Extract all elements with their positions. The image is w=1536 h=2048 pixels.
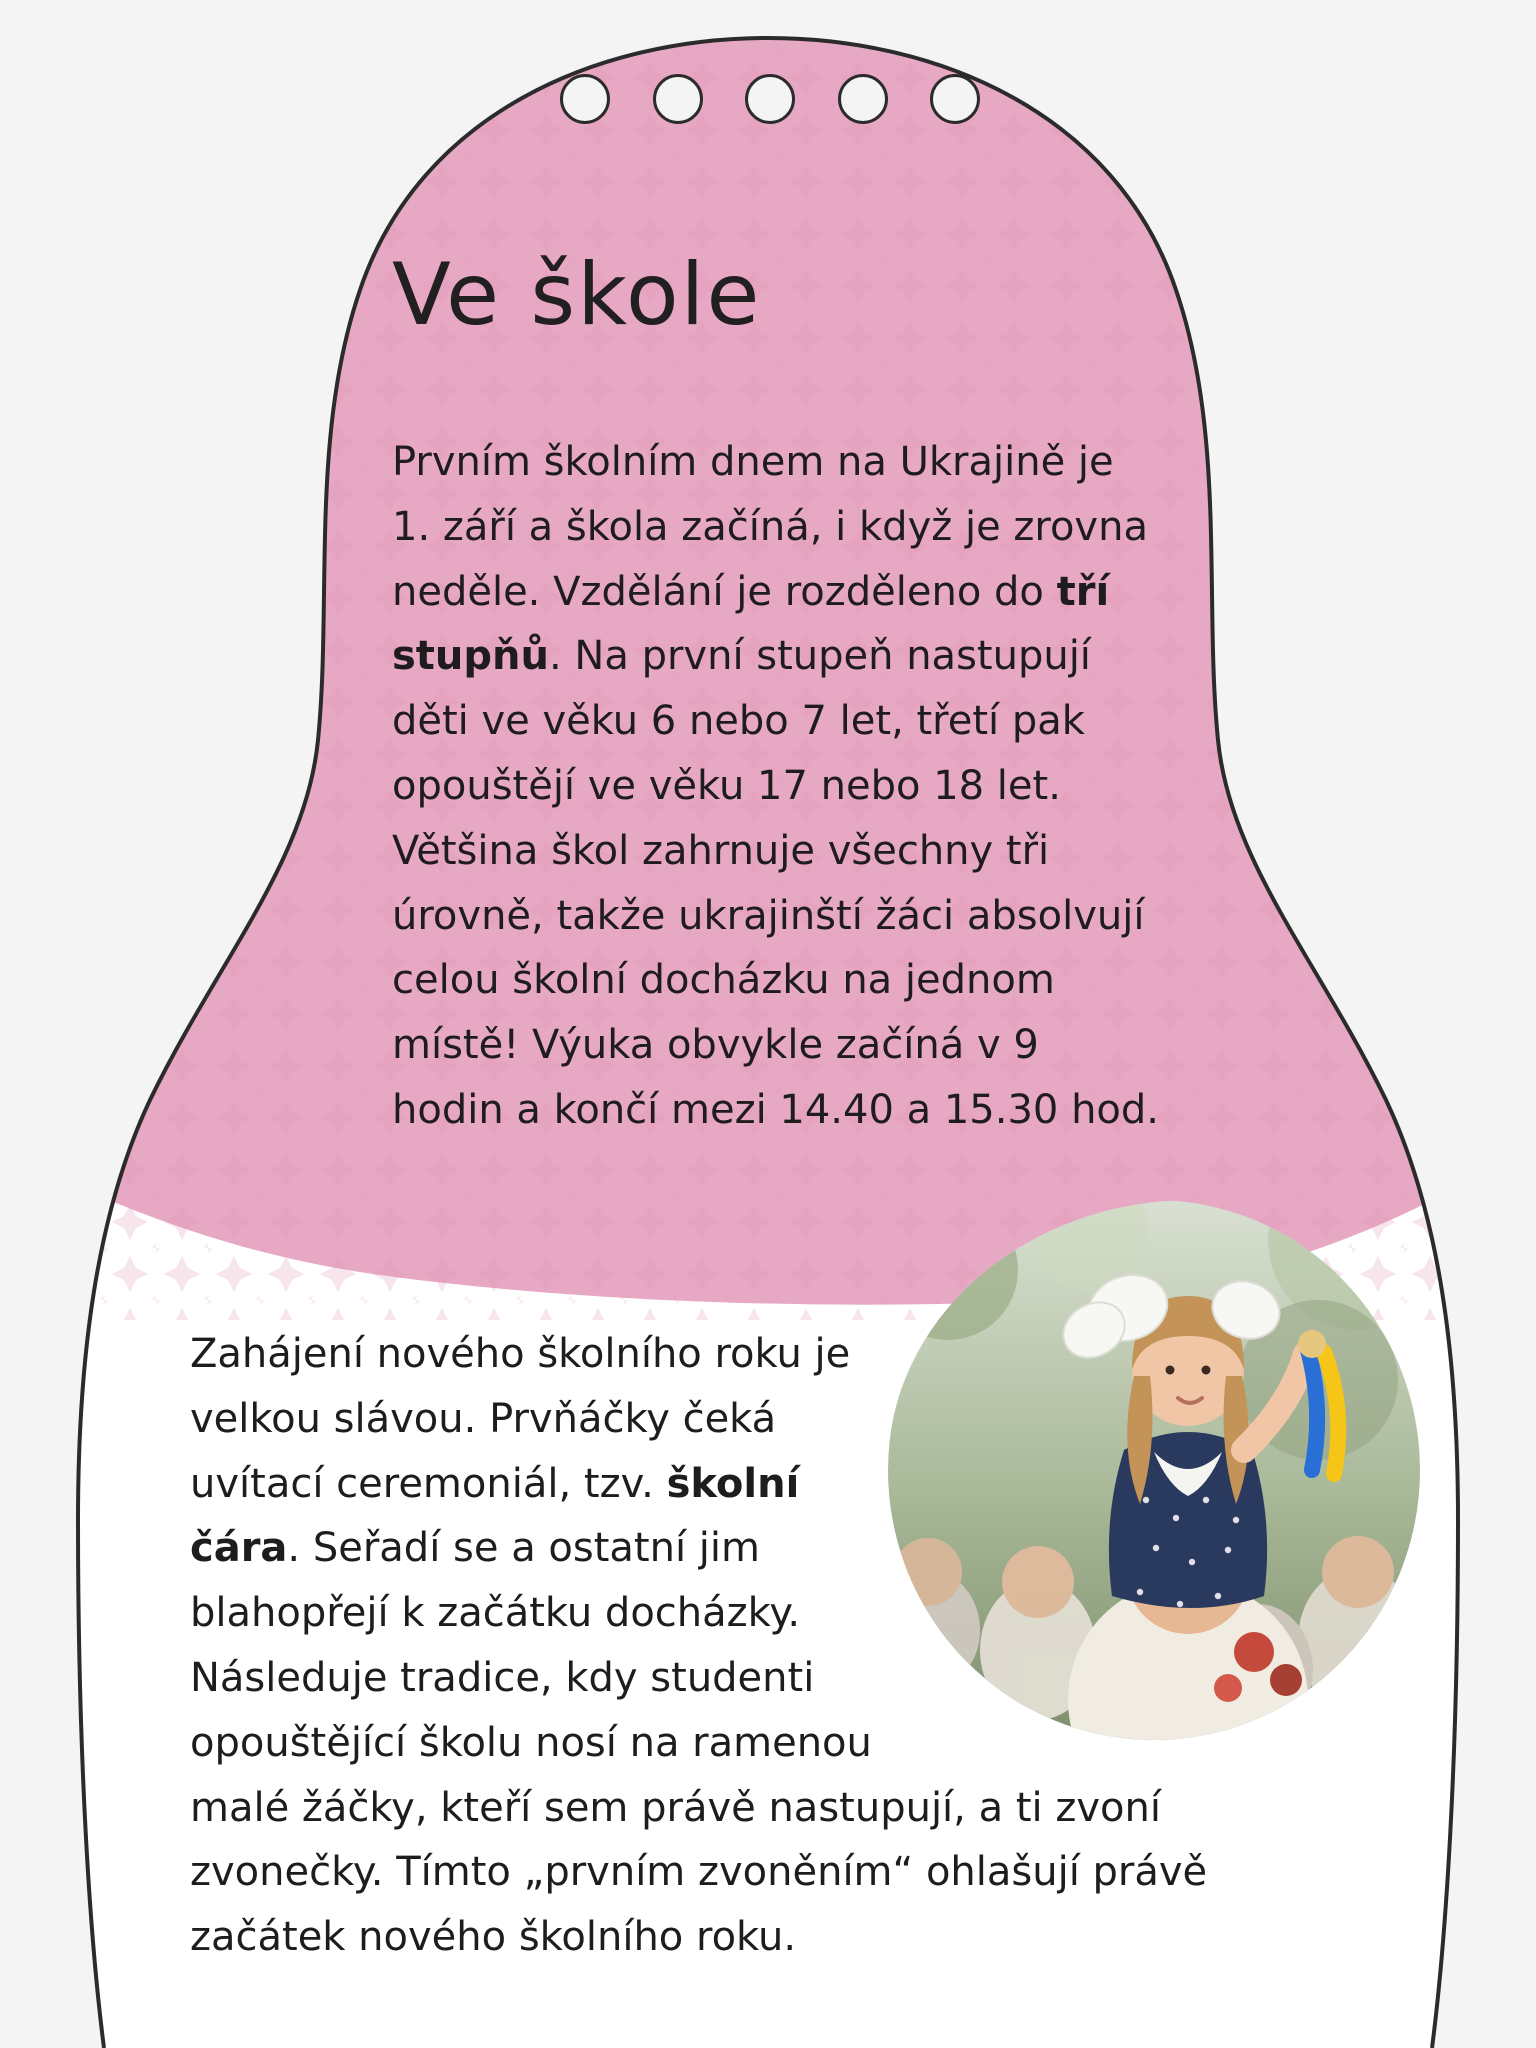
bottom-paragraph-part1: Zahájení nového školního roku je velkou slávou. Prvňáčky čeká uvítací ceremoniál, tzv. — [190, 1331, 851, 1507]
top-paragraph-bold1: tří stupňů — [392, 568, 1110, 680]
bottom-paragraph-part2: . Seřadí se a ostatní jim blahopřejí k začátku docházky. Následuje tradice, kdy studenti opouštějící školu nosí na ramenou — [190, 1525, 872, 1766]
top-paragraph-part1: Prvním školním dnem na Ukrajině je 1. září a škola začíná, i když je zrovna neděle. Vzdělání je rozděleno do — [392, 439, 1148, 615]
punch-hole — [653, 74, 703, 124]
punch-hole — [838, 74, 888, 124]
page-title: Ve škole — [392, 245, 762, 345]
bottom-paragraph-part3: malé žáčky, kteří sem právě nastupují, a ti zvoní zvonečky. Tímto „prvním zvoněním“ ohlašují právě začátek nového školního roku. — [190, 1784, 1208, 1961]
punch-hole — [745, 74, 795, 124]
bottom-paragraph-column — [190, 1322, 890, 1776]
top-paragraph — [392, 430, 1162, 1143]
punch-hole — [930, 74, 980, 124]
bottom-paragraph-bold1: školní čára — [190, 1460, 800, 1572]
punch-holes — [560, 74, 980, 136]
punch-hole — [560, 74, 610, 124]
top-paragraph-part2: . Na první stupeň nastupují děti ve věku 6 nebo 7 let, třetí pak opouštějí ve věku 17 nebo 18 let. Většina škol zahrnuje všechny tři úrovně, takže ukrajinští žáci absolvují celou školní docházku na jednom místě! Výuka obvykle začíná v 9 hodin a končí mezi 14.40 a 15.30 hod. — [392, 633, 1160, 1133]
